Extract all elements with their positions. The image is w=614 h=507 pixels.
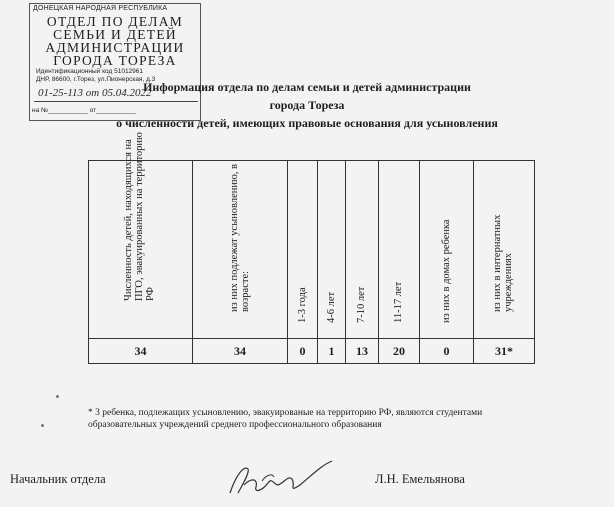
title-line-1: Информация отдела по делам семьи и детей администрации (143, 80, 471, 94)
stamp-line-1: ОТДЕЛ ПО ДЕЛАМ (46, 14, 184, 29)
header-cell-age-7-10: 7-10 лет (346, 161, 379, 339)
stamp-line-2: СЕМЬИ И ДЕТЕЙ (53, 27, 177, 42)
scan-speck (41, 424, 44, 427)
stamp-republic: ДОНЕЦКАЯ НАРОДНАЯ РЕСПУБЛИКА (33, 5, 168, 12)
table-header-row (89, 161, 535, 339)
value-total-children: 34 (89, 339, 193, 364)
header-cell-boarding-institutions: из них в интернатных учреждениях (474, 161, 535, 339)
table-values-row (89, 339, 535, 364)
value-age-7-10: 13 (346, 339, 379, 364)
stamp-line-4: ГОРОДА ТОРЕЗА (53, 53, 177, 68)
header-cell-age-4-6: 4-6 лет (318, 161, 346, 339)
signer-name: Л.Н. Емельянова (375, 472, 465, 486)
value-subject-to-adoption: 34 (193, 339, 288, 364)
header-cell-age-11-17: 11-17 лет (379, 161, 420, 339)
stamp-registration-number: 01-25-113 от 05.04.2022 (38, 87, 152, 99)
signer-position: Начальник отдела (10, 472, 106, 486)
handwritten-signature (222, 455, 342, 500)
header-cell-age-1-3: 1-3 года (288, 161, 318, 339)
stamp-on-number-field: на №___________ от___________ (32, 107, 136, 114)
stamp-address: ДНР, 86600, г.Торез, ул.Пионерская, д.3 (36, 76, 156, 83)
value-boarding-institutions: 31* (474, 339, 535, 364)
footnote: * 3 ребенка, подлежащих усыновлению, эвакуированые на территорию РФ, являются студентами образовательных учреждений среднего профессионального образования (88, 408, 483, 430)
value-age-4-6: 1 (318, 339, 346, 364)
header-cell-subject-to-adoption: из них подлежат усыновлению, в возрасте: (193, 161, 288, 339)
stamp-id-code: Идентификационный код 51012961 (36, 68, 144, 75)
scan-speck (56, 395, 59, 398)
title-line-2: города Тореза (269, 98, 345, 112)
value-baby-homes: 0 (420, 339, 474, 364)
stamp-line-3: АДМИНИСТРАЦИИ (45, 40, 185, 55)
header-cell-total-children: Численность детей, находящихся на ПГО, эвакуированных на территорию РФ (89, 161, 193, 339)
value-age-11-17: 20 (379, 339, 420, 364)
adoption-statistics-table (88, 132, 535, 364)
title-line-3: о численности детей, имеющих правовые основания для усыновления (116, 116, 498, 130)
value-age-1-3: 0 (288, 339, 318, 364)
header-cell-baby-homes: из них в домах ребенка (420, 161, 474, 339)
